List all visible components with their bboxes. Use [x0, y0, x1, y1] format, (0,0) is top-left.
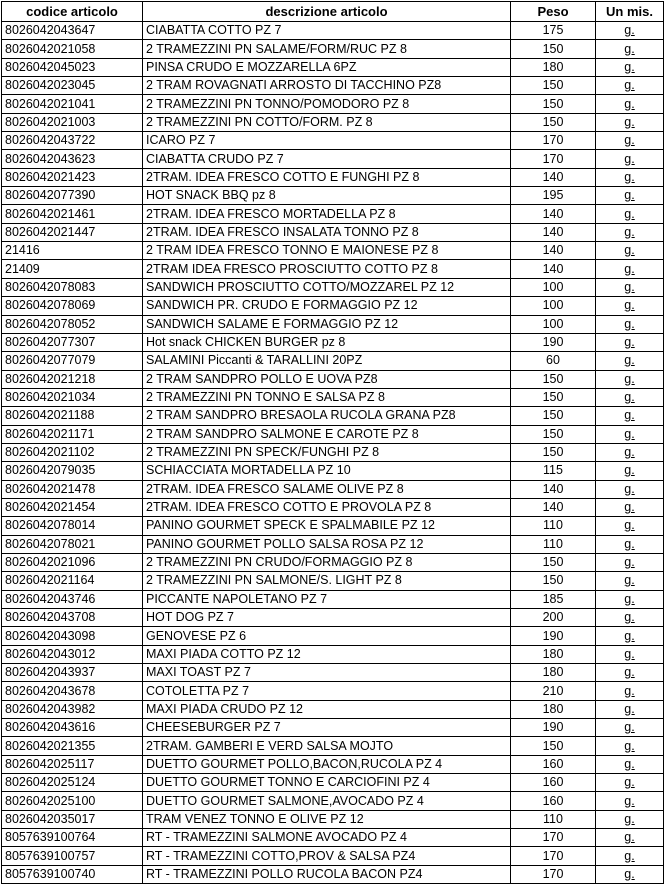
- cell-code: 8026042045023: [2, 58, 143, 76]
- cell-weight: 115: [511, 462, 596, 480]
- cell-description: 2 TRAMEZZINI PN SALAME/FORM/RUC PZ 8: [143, 40, 511, 58]
- cell-description: 2 TRAM SANDPRO POLLO E UOVA PZ8: [143, 370, 511, 388]
- table-row: [2, 774, 664, 792]
- table-row: [2, 480, 664, 498]
- cell-weight: 150: [511, 370, 596, 388]
- cell-description: 2 TRAMEZZINI PN SALMONE/S. LIGHT PZ 8: [143, 572, 511, 590]
- cell-description: 2 TRAM ROVAGNATI ARROSTO DI TACCHINO PZ8: [143, 77, 511, 95]
- cell-description: RT - TRAMEZZINI COTTO,PROV & SALSA PZ4: [143, 847, 511, 865]
- cell-code: 8026042043616: [2, 719, 143, 737]
- cell-code: 8026042077390: [2, 187, 143, 205]
- cell-unit: g.: [596, 719, 664, 737]
- header-row: [2, 2, 664, 22]
- cell-description: PICCANTE NAPOLETANO PZ 7: [143, 590, 511, 608]
- cell-weight: 110: [511, 810, 596, 828]
- cell-code: 8026042021041: [2, 95, 143, 113]
- cell-description: CIABATTA CRUDO PZ 7: [143, 150, 511, 168]
- cell-code: 8026042025100: [2, 792, 143, 810]
- cell-unit: g.: [596, 242, 664, 260]
- table-row: [2, 425, 664, 443]
- table-row: [2, 443, 664, 461]
- header-weight: Peso: [511, 2, 596, 22]
- table-row: [2, 297, 664, 315]
- cell-description: 2 TRAMEZZINI PN CRUDO/FORMAGGIO PZ 8: [143, 553, 511, 571]
- cell-code: 8026042021423: [2, 168, 143, 186]
- cell-description: 2 TRAMEZZINI PN TONNO/POMODORO PZ 8: [143, 95, 511, 113]
- cell-description: RT - TRAMEZZINI POLLO RUCOLA BACON PZ4: [143, 865, 511, 883]
- cell-weight: 140: [511, 480, 596, 498]
- cell-weight: 140: [511, 242, 596, 260]
- cell-description: RT - TRAMEZZINI SALMONE AVOCADO PZ 4: [143, 829, 511, 847]
- cell-description: 2 TRAM SANDPRO BRESAOLA RUCOLA GRANA PZ8: [143, 407, 511, 425]
- cell-description: SALAMINI Piccanti & TARALLINI 20PZ: [143, 352, 511, 370]
- cell-unit: g.: [596, 40, 664, 58]
- cell-weight: 200: [511, 609, 596, 627]
- cell-description: DUETTO GOURMET TONNO E CARCIOFINI PZ 4: [143, 774, 511, 792]
- cell-weight: 170: [511, 865, 596, 883]
- table-body: [2, 22, 664, 884]
- cell-unit: g.: [596, 682, 664, 700]
- cell-unit: g.: [596, 58, 664, 76]
- cell-weight: 150: [511, 443, 596, 461]
- table-row: [2, 22, 664, 40]
- table-row: [2, 40, 664, 58]
- table-row: [2, 58, 664, 76]
- cell-code: 21416: [2, 242, 143, 260]
- table-row: [2, 590, 664, 608]
- cell-weight: 170: [511, 829, 596, 847]
- cell-code: 8026042043708: [2, 609, 143, 627]
- table-row: [2, 700, 664, 718]
- cell-code: 8026042025117: [2, 755, 143, 773]
- cell-weight: 170: [511, 132, 596, 150]
- cell-code: 8057639100757: [2, 847, 143, 865]
- cell-weight: 60: [511, 352, 596, 370]
- cell-weight: 150: [511, 95, 596, 113]
- cell-description: SANDWICH PROSCIUTTO COTTO/MOZZAREL PZ 12: [143, 278, 511, 296]
- cell-unit: g.: [596, 425, 664, 443]
- cell-description: PINSA CRUDO E MOZZARELLA 6PZ: [143, 58, 511, 76]
- cell-unit: g.: [596, 278, 664, 296]
- header-description: descrizione articolo: [143, 2, 511, 22]
- cell-description: 2TRAM. IDEA FRESCO COTTO E FUNGHI PZ 8: [143, 168, 511, 186]
- cell-weight: 150: [511, 407, 596, 425]
- cell-unit: g.: [596, 315, 664, 333]
- table-row: [2, 627, 664, 645]
- cell-weight: 140: [511, 205, 596, 223]
- cell-code: 8026042021058: [2, 40, 143, 58]
- cell-code: 8026042023045: [2, 77, 143, 95]
- cell-code: 8026042043623: [2, 150, 143, 168]
- cell-weight: 140: [511, 498, 596, 516]
- cell-code: 8026042043746: [2, 590, 143, 608]
- cell-code: 8026042079035: [2, 462, 143, 480]
- cell-code: 8026042043678: [2, 682, 143, 700]
- cell-code: 8026042077079: [2, 352, 143, 370]
- cell-weight: 140: [511, 168, 596, 186]
- table-row: [2, 407, 664, 425]
- table-row: [2, 719, 664, 737]
- cell-weight: 160: [511, 792, 596, 810]
- cell-unit: g.: [596, 168, 664, 186]
- cell-code: 8026042021188: [2, 407, 143, 425]
- cell-weight: 190: [511, 719, 596, 737]
- cell-description: PANINO GOURMET SPECK E SPALMABILE PZ 12: [143, 517, 511, 535]
- cell-description: ICARO PZ 7: [143, 132, 511, 150]
- cell-description: 2 TRAMEZZINI PN TONNO E SALSA PZ 8: [143, 388, 511, 406]
- table-row: [2, 553, 664, 571]
- cell-weight: 170: [511, 847, 596, 865]
- cell-unit: g.: [596, 755, 664, 773]
- cell-weight: 170: [511, 150, 596, 168]
- cell-weight: 100: [511, 315, 596, 333]
- table-row: [2, 95, 664, 113]
- cell-code: 8026042078052: [2, 315, 143, 333]
- cell-unit: g.: [596, 388, 664, 406]
- table-row: [2, 242, 664, 260]
- cell-unit: g.: [596, 609, 664, 627]
- cell-description: 2TRAM IDEA FRESCO PROSCIUTTO COTTO PZ 8: [143, 260, 511, 278]
- cell-unit: g.: [596, 333, 664, 351]
- cell-description: 2 TRAM IDEA FRESCO TONNO E MAIONESE PZ 8: [143, 242, 511, 260]
- cell-weight: 150: [511, 553, 596, 571]
- cell-unit: g.: [596, 810, 664, 828]
- cell-description: CHEESEBURGER PZ 7: [143, 719, 511, 737]
- cell-code: 8026042021461: [2, 205, 143, 223]
- cell-weight: 180: [511, 664, 596, 682]
- cell-unit: g.: [596, 352, 664, 370]
- table-row: [2, 168, 664, 186]
- cell-code: 8026042021454: [2, 498, 143, 516]
- cell-code: 8026042021096: [2, 553, 143, 571]
- cell-description: CIABATTA COTTO PZ 7: [143, 22, 511, 40]
- cell-code: 8026042021355: [2, 737, 143, 755]
- table-row: [2, 847, 664, 865]
- cell-description: MAXI TOAST PZ 7: [143, 664, 511, 682]
- cell-description: HOT SNACK BBQ pz 8: [143, 187, 511, 205]
- cell-unit: g.: [596, 260, 664, 278]
- table-row: [2, 535, 664, 553]
- table-row: [2, 755, 664, 773]
- cell-unit: g.: [596, 627, 664, 645]
- table-row: [2, 150, 664, 168]
- cell-weight: 150: [511, 425, 596, 443]
- cell-weight: 185: [511, 590, 596, 608]
- cell-weight: 110: [511, 517, 596, 535]
- cell-weight: 140: [511, 223, 596, 241]
- product-table: [1, 1, 664, 884]
- cell-weight: 195: [511, 187, 596, 205]
- table-row: [2, 315, 664, 333]
- table-row: [2, 865, 664, 883]
- cell-description: COTOLETTA PZ 7: [143, 682, 511, 700]
- cell-description: 2TRAM. IDEA FRESCO SALAME OLIVE PZ 8: [143, 480, 511, 498]
- cell-code: 8026042043722: [2, 132, 143, 150]
- cell-unit: g.: [596, 205, 664, 223]
- cell-weight: 180: [511, 58, 596, 76]
- table-row: [2, 352, 664, 370]
- cell-unit: g.: [596, 645, 664, 663]
- cell-description: HOT DOG PZ 7: [143, 609, 511, 627]
- cell-unit: g.: [596, 865, 664, 883]
- table-row: [2, 572, 664, 590]
- table-row: [2, 370, 664, 388]
- cell-unit: g.: [596, 113, 664, 131]
- cell-code: 8026042021171: [2, 425, 143, 443]
- cell-code: 8026042035017: [2, 810, 143, 828]
- table-row: [2, 829, 664, 847]
- cell-weight: 110: [511, 535, 596, 553]
- cell-weight: 100: [511, 297, 596, 315]
- cell-weight: 150: [511, 572, 596, 590]
- table-row: [2, 462, 664, 480]
- cell-unit: g.: [596, 792, 664, 810]
- table-row: [2, 682, 664, 700]
- cell-code: 8026042078014: [2, 517, 143, 535]
- cell-unit: g.: [596, 223, 664, 241]
- cell-unit: g.: [596, 553, 664, 571]
- cell-weight: 150: [511, 113, 596, 131]
- cell-unit: g.: [596, 150, 664, 168]
- cell-description: 2TRAM. GAMBERI E VERD SALSA MOJTO: [143, 737, 511, 755]
- cell-description: TRAM VENEZ TONNO E OLIVE PZ 12: [143, 810, 511, 828]
- cell-unit: g.: [596, 774, 664, 792]
- cell-code: 8026042043982: [2, 700, 143, 718]
- cell-unit: g.: [596, 22, 664, 40]
- cell-weight: 160: [511, 755, 596, 773]
- cell-description: MAXI PIADA CRUDO PZ 12: [143, 700, 511, 718]
- cell-unit: g.: [596, 737, 664, 755]
- cell-weight: 190: [511, 333, 596, 351]
- cell-weight: 175: [511, 22, 596, 40]
- table-row: [2, 737, 664, 755]
- table-row: [2, 77, 664, 95]
- table-row: [2, 664, 664, 682]
- cell-code: 8026042078069: [2, 297, 143, 315]
- table-row: [2, 278, 664, 296]
- cell-unit: g.: [596, 847, 664, 865]
- cell-code: 8057639100740: [2, 865, 143, 883]
- cell-unit: g.: [596, 443, 664, 461]
- cell-code: 8026042021478: [2, 480, 143, 498]
- cell-description: GENOVESE PZ 6: [143, 627, 511, 645]
- cell-description: DUETTO GOURMET SALMONE,AVOCADO PZ 4: [143, 792, 511, 810]
- table-row: [2, 810, 664, 828]
- cell-description: 2TRAM. IDEA FRESCO MORTADELLA PZ 8: [143, 205, 511, 223]
- cell-unit: g.: [596, 95, 664, 113]
- cell-unit: g.: [596, 535, 664, 553]
- cell-code: 8026042043098: [2, 627, 143, 645]
- cell-unit: g.: [596, 297, 664, 315]
- cell-weight: 190: [511, 627, 596, 645]
- cell-code: 8057639100764: [2, 829, 143, 847]
- cell-weight: 150: [511, 77, 596, 95]
- table-row: [2, 645, 664, 663]
- table-row: [2, 517, 664, 535]
- cell-code: 8026042021102: [2, 443, 143, 461]
- cell-description: SANDWICH SALAME E FORMAGGIO PZ 12: [143, 315, 511, 333]
- table-row: [2, 609, 664, 627]
- table-row: [2, 260, 664, 278]
- table-row: [2, 187, 664, 205]
- cell-code: 8026042021447: [2, 223, 143, 241]
- cell-code: 8026042025124: [2, 774, 143, 792]
- cell-code: 8026042021218: [2, 370, 143, 388]
- cell-code: 8026042043647: [2, 22, 143, 40]
- cell-code: 8026042021034: [2, 388, 143, 406]
- cell-description: SCHIACCIATA MORTADELLA PZ 10: [143, 462, 511, 480]
- table-row: [2, 333, 664, 351]
- cell-unit: g.: [596, 370, 664, 388]
- cell-code: 8026042078021: [2, 535, 143, 553]
- cell-weight: 150: [511, 40, 596, 58]
- cell-description: MAXI PIADA COTTO PZ 12: [143, 645, 511, 663]
- cell-weight: 160: [511, 774, 596, 792]
- cell-unit: g.: [596, 700, 664, 718]
- cell-code: 8026042078083: [2, 278, 143, 296]
- cell-description: 2 TRAMEZZINI PN SPECK/FUNGHI PZ 8: [143, 443, 511, 461]
- cell-weight: 140: [511, 260, 596, 278]
- cell-code: 8026042043012: [2, 645, 143, 663]
- cell-code: 8026042021164: [2, 572, 143, 590]
- cell-code: 21409: [2, 260, 143, 278]
- cell-weight: 180: [511, 645, 596, 663]
- header-code: codice articolo: [2, 2, 143, 22]
- header-unit: Un mis.: [596, 2, 664, 22]
- cell-weight: 150: [511, 737, 596, 755]
- cell-unit: g.: [596, 829, 664, 847]
- cell-unit: g.: [596, 590, 664, 608]
- table-row: [2, 388, 664, 406]
- cell-description: SANDWICH PR. CRUDO E FORMAGGIO PZ 12: [143, 297, 511, 315]
- cell-unit: g.: [596, 187, 664, 205]
- cell-description: 2 TRAM SANDPRO SALMONE E CAROTE PZ 8: [143, 425, 511, 443]
- cell-unit: g.: [596, 407, 664, 425]
- cell-unit: g.: [596, 664, 664, 682]
- cell-description: PANINO GOURMET POLLO SALSA ROSA PZ 12: [143, 535, 511, 553]
- cell-code: 8026042021003: [2, 113, 143, 131]
- cell-weight: 210: [511, 682, 596, 700]
- cell-code: 8026042043937: [2, 664, 143, 682]
- cell-unit: g.: [596, 480, 664, 498]
- table-row: [2, 205, 664, 223]
- cell-description: Hot snack CHICKEN BURGER pz 8: [143, 333, 511, 351]
- cell-weight: 150: [511, 388, 596, 406]
- cell-unit: g.: [596, 498, 664, 516]
- cell-code: 8026042077307: [2, 333, 143, 351]
- cell-unit: g.: [596, 517, 664, 535]
- cell-unit: g.: [596, 572, 664, 590]
- cell-weight: 100: [511, 278, 596, 296]
- cell-unit: g.: [596, 77, 664, 95]
- cell-description: 2 TRAMEZZINI PN COTTO/FORM. PZ 8: [143, 113, 511, 131]
- table-row: [2, 113, 664, 131]
- table-row: [2, 132, 664, 150]
- table-row: [2, 498, 664, 516]
- cell-unit: g.: [596, 132, 664, 150]
- cell-unit: g.: [596, 462, 664, 480]
- table-row: [2, 792, 664, 810]
- cell-description: 2TRAM. IDEA FRESCO INSALATA TONNO PZ 8: [143, 223, 511, 241]
- cell-description: 2TRAM. IDEA FRESCO COTTO E PROVOLA PZ 8: [143, 498, 511, 516]
- cell-weight: 180: [511, 700, 596, 718]
- cell-description: DUETTO GOURMET POLLO,BACON,RUCOLA PZ 4: [143, 755, 511, 773]
- table-row: [2, 223, 664, 241]
